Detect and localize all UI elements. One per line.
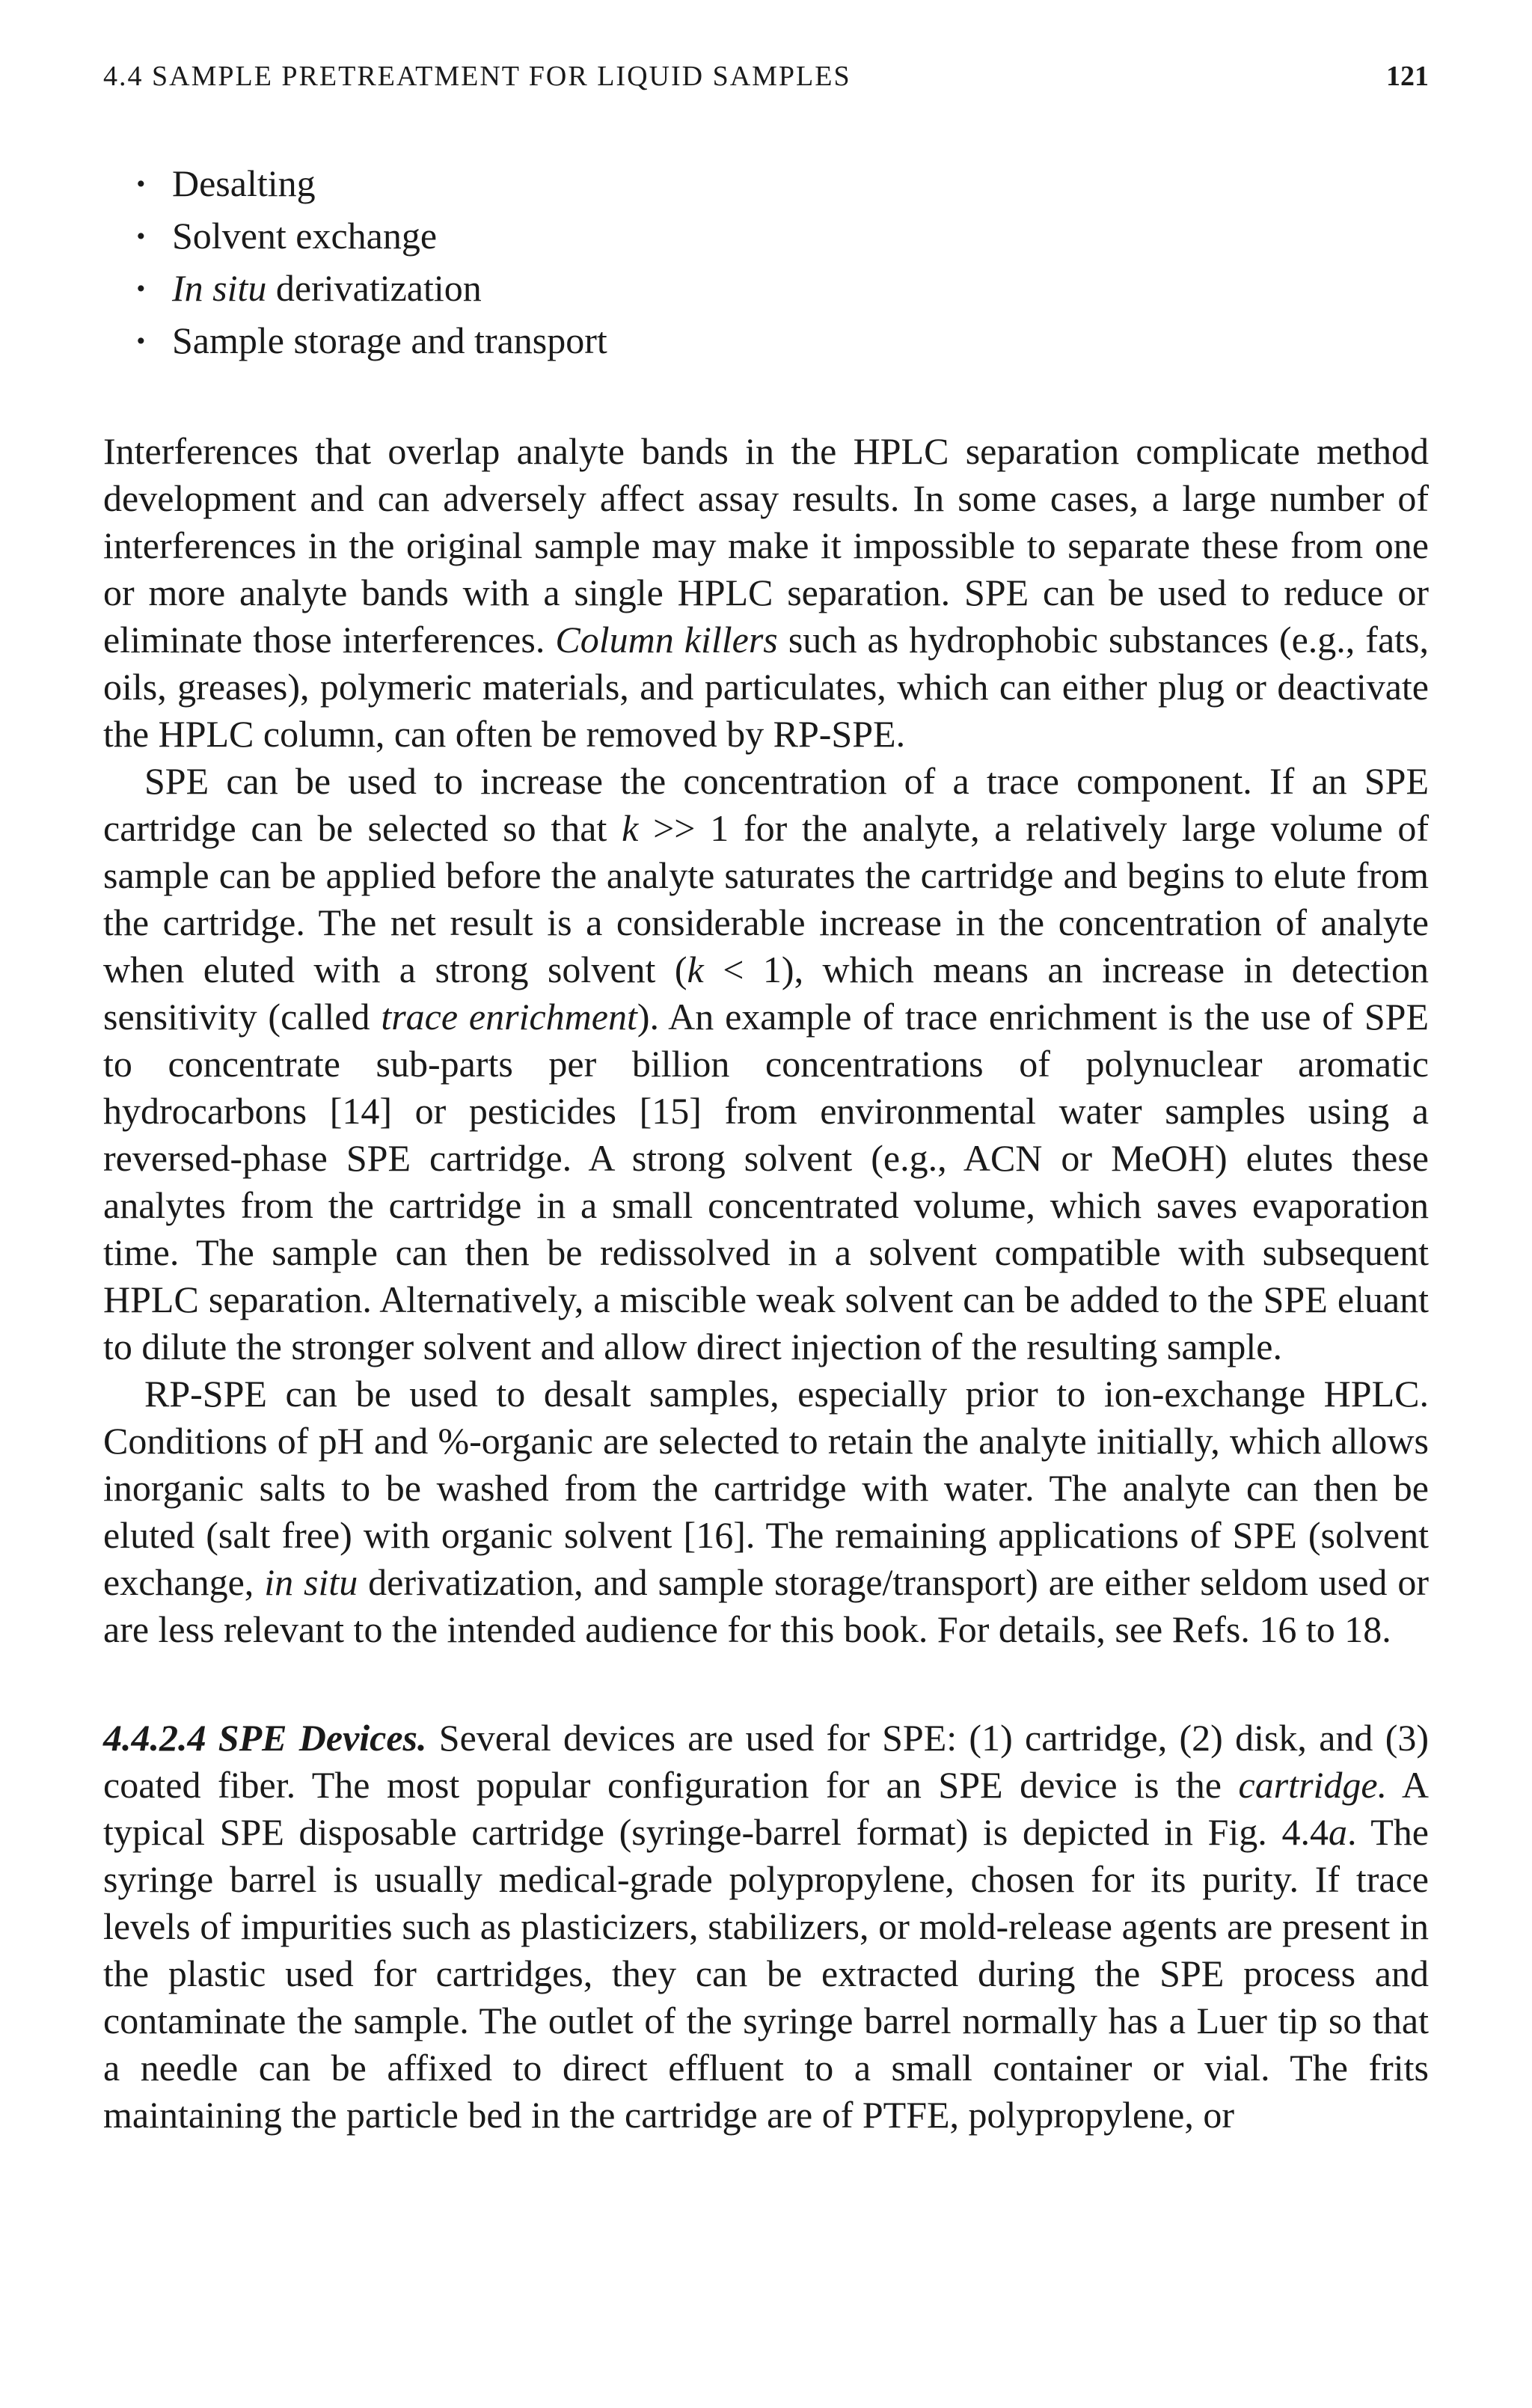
body-text — [103, 428, 1429, 2139]
list-item-text: Desalting — [172, 162, 316, 204]
bullet-icon: · — [135, 215, 147, 257]
paragraph-interferences — [103, 428, 1429, 758]
bullet-icon: · — [135, 267, 147, 309]
bullet-icon: · — [135, 162, 147, 204]
list-item — [135, 157, 1429, 209]
paragraph-text: A typical SPE disposable cartridge (syringe-barrel format) is depicted in Fig. 4.4 — [103, 1764, 1429, 1853]
section-title: SPE Devices. — [218, 1717, 427, 1759]
paragraph-desalting — [103, 1370, 1429, 1653]
paragraph-text: derivatization, and sample storage/transport) are either seldom used or are less relevant to the intended audience for this book. For details, see Refs. 16 to 18. — [103, 1561, 1429, 1650]
applications-bullet-list — [103, 157, 1429, 367]
paragraph-text: Interferences that overlap analyte bands in the HPLC separation complicate method development and can adversely affect assay results. In some cases, a large number of interferences in the original sample may make it impossible to separate these from one or more analyte bands with a single HPLC separation. SPE can be used to reduce or eliminate those interferences. — [103, 430, 1429, 661]
figure-label-emphasis: a — [1328, 1811, 1347, 1853]
list-item-text: derivatization — [266, 267, 482, 309]
paragraph-emphasis: in situ — [264, 1561, 358, 1603]
paragraph-emphasis: cartridge. — [1238, 1764, 1388, 1806]
paragraph-text: ). An example of trace enrichment is the use of SPE to concentrate sub-parts per billion concentrations of polynuclear aromatic hydrocarbons [14] or pesticides [15] from environmental water samples using a reversed-phase SPE cartridge. A strong solvent (e.g., ACN or MeOH) elutes these analytes from the cartridge in a small concentrated volume, which saves evaporation time. The sample can then be redissolved in a solvent compatible with subsequent HPLC separation. Alternatively, a miscible weak solvent can be added to the SPE eluant to dilute the stronger solvent and allow direct injection of the resulting sample. — [103, 996, 1430, 1367]
paragraph-text: < 1), which means an increase in detection sensitivity (called — [103, 949, 1429, 1038]
list-item-text: Sample storage and transport — [172, 319, 607, 361]
paragraph-text: . The syringe barrel is usually medical-grade polypropylene, chosen for its purity. If trace levels of impurities such as plasticizers, stabilizers, or mold-release agents are present in the plastic used for cartridges, they can be extracted during the SPE process and contaminate the sample. The outlet of the syringe barrel normally has a Luer tip so that a needle can be affixed to direct effluent to a small container or vial. The frits maintaining the particle bed in the cartridge are of PTFE, polypropylene, or — [103, 1811, 1429, 2136]
paragraph-emphasis: trace enrichment — [381, 996, 637, 1038]
paragraph-text: Several devices are used for SPE: (1) cartridge, (2) disk, and (3) coated fiber. The most popular configuration for an SPE device is the — [103, 1717, 1429, 1806]
bullet-icon: · — [135, 319, 147, 361]
paragraph-text: such as hydrophobic substances (e.g., fats, oils, greases), polymeric materials, and particulates, which can either plug or deactivate the HPLC column, can often be removed by RP-SPE. — [103, 619, 1430, 755]
list-item-italic: In situ — [172, 267, 267, 309]
variable-k: k — [622, 807, 639, 849]
running-title: 4.4 SAMPLE PRETREATMENT FOR LIQUID SAMPLES — [103, 61, 851, 92]
list-item — [135, 262, 1429, 314]
section-spe-devices — [103, 1715, 1429, 2139]
paragraph-emphasis: Column killers — [555, 619, 778, 661]
page-number: 121 — [1386, 61, 1429, 92]
book-page — [103, 60, 1429, 2139]
running-header — [103, 60, 1429, 105]
paragraph-text: SPE can be used to increase the concentration of a trace component. If an SPE cartridge can be selected so that — [103, 760, 1429, 849]
paragraph-text: RP-SPE can be used to desalt samples, especially prior to ion-exchange HPLC. Conditions of pH and %-organic are selected to retain the analyte initially, which allows inorganic salts to be washed from the cartridge with water. The analyte can then be eluted (salt free) with organic solvent [16]. The remaining applications of SPE (solvent exchange, — [103, 1373, 1429, 1603]
section-number: 4.4.2.4 — [103, 1717, 206, 1759]
list-item-text: Solvent exchange — [172, 215, 438, 257]
paragraph-trace-enrichment — [103, 758, 1429, 1370]
variable-k: k — [687, 949, 704, 990]
paragraph-text: >> 1 for the analyte, a relatively large volume of sample can be applied before the analyte saturates the cartridge and begins to elute from the cartridge. The net result is a considerable increase in the concentration of analyte when eluted with a strong solvent ( — [103, 807, 1429, 990]
list-item — [135, 209, 1429, 262]
list-item — [135, 314, 1429, 367]
